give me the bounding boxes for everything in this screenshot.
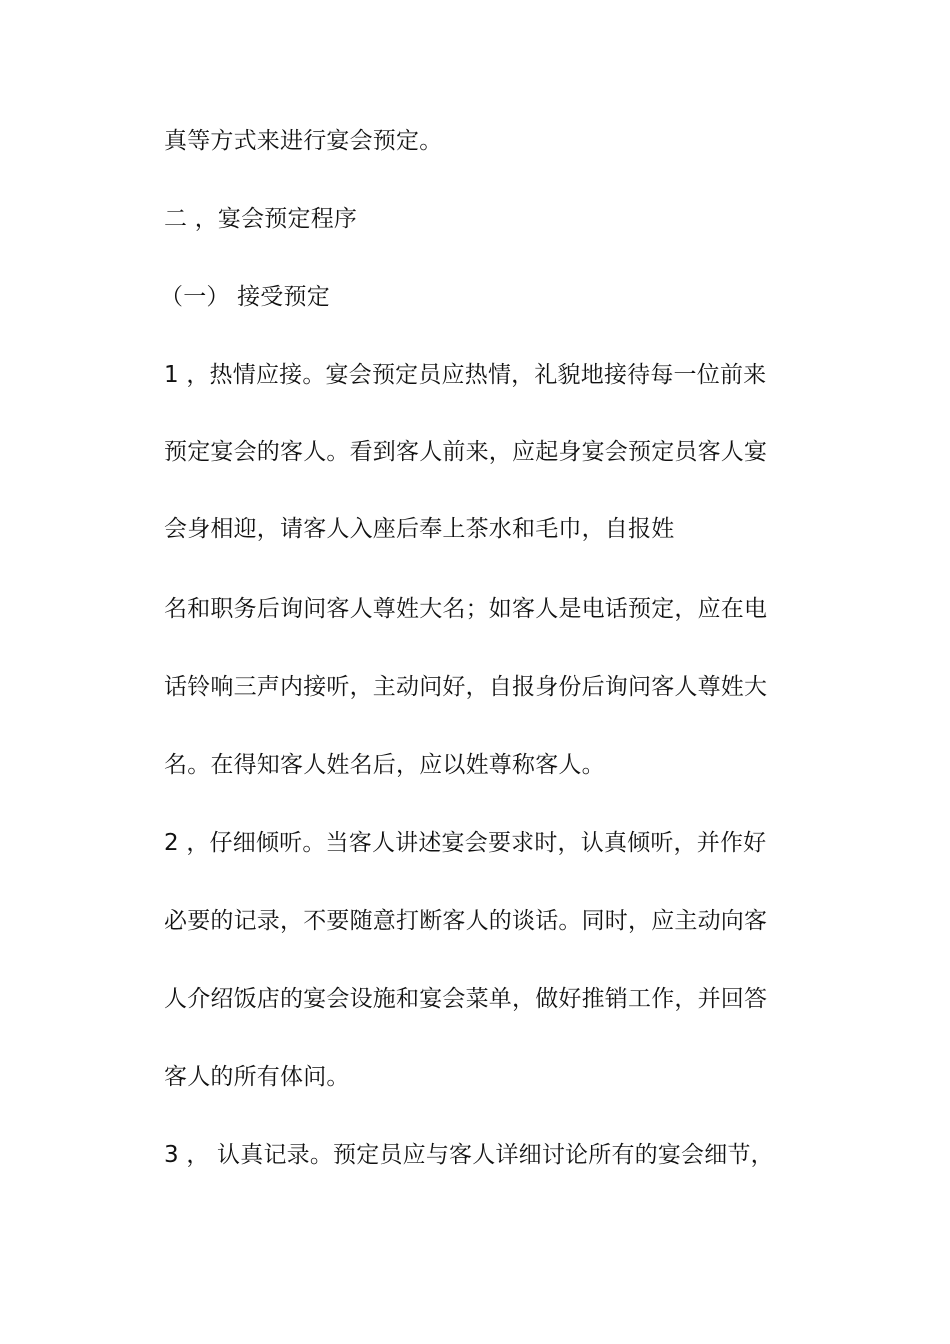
text-line: 2 ，仔细倾听。当客人讲述宴会要求时，认真倾听，并作好 <box>164 830 767 856</box>
text-line: 3 ， 认真记录。预定员应与客人详细讨论所有的宴会细节， <box>164 1142 774 1168</box>
section-heading: 二 ，宴会预定程序 <box>164 206 358 232</box>
text-line: 真等方式来进行宴会预定。 <box>164 128 443 154</box>
text-line: 名和职务后询问客人尊姓大名；如客人是电话预定，应在电 <box>164 596 768 622</box>
text-line: 话铃响三声内接听，主动问好，自报身份后询问客人尊姓大 <box>164 674 768 700</box>
text-line: 会身相迎，请客人入座后奉上茶水和毛巾，自报姓 <box>164 516 675 542</box>
text-line: 人介绍饭店的宴会设施和宴会菜单，做好推销工作，并回答 <box>164 986 768 1012</box>
text-line: 预定宴会的客人。看到客人前来，应起身宴会预定员客人宴 <box>164 439 768 465</box>
text-line: 名。在得知客人姓名后，应以姓尊称客人。 <box>164 752 605 778</box>
text-line: 客人的所有体问。 <box>164 1064 350 1090</box>
text-line: 1 ，热情应接。宴会预定员应热情，礼貌地接待每一位前来 <box>164 362 767 388</box>
subsection-heading: （一） 接受预定 <box>160 284 330 310</box>
text-line: 必要的记录，不要随意打断客人的谈话。同时，应主动向客 <box>164 908 768 934</box>
